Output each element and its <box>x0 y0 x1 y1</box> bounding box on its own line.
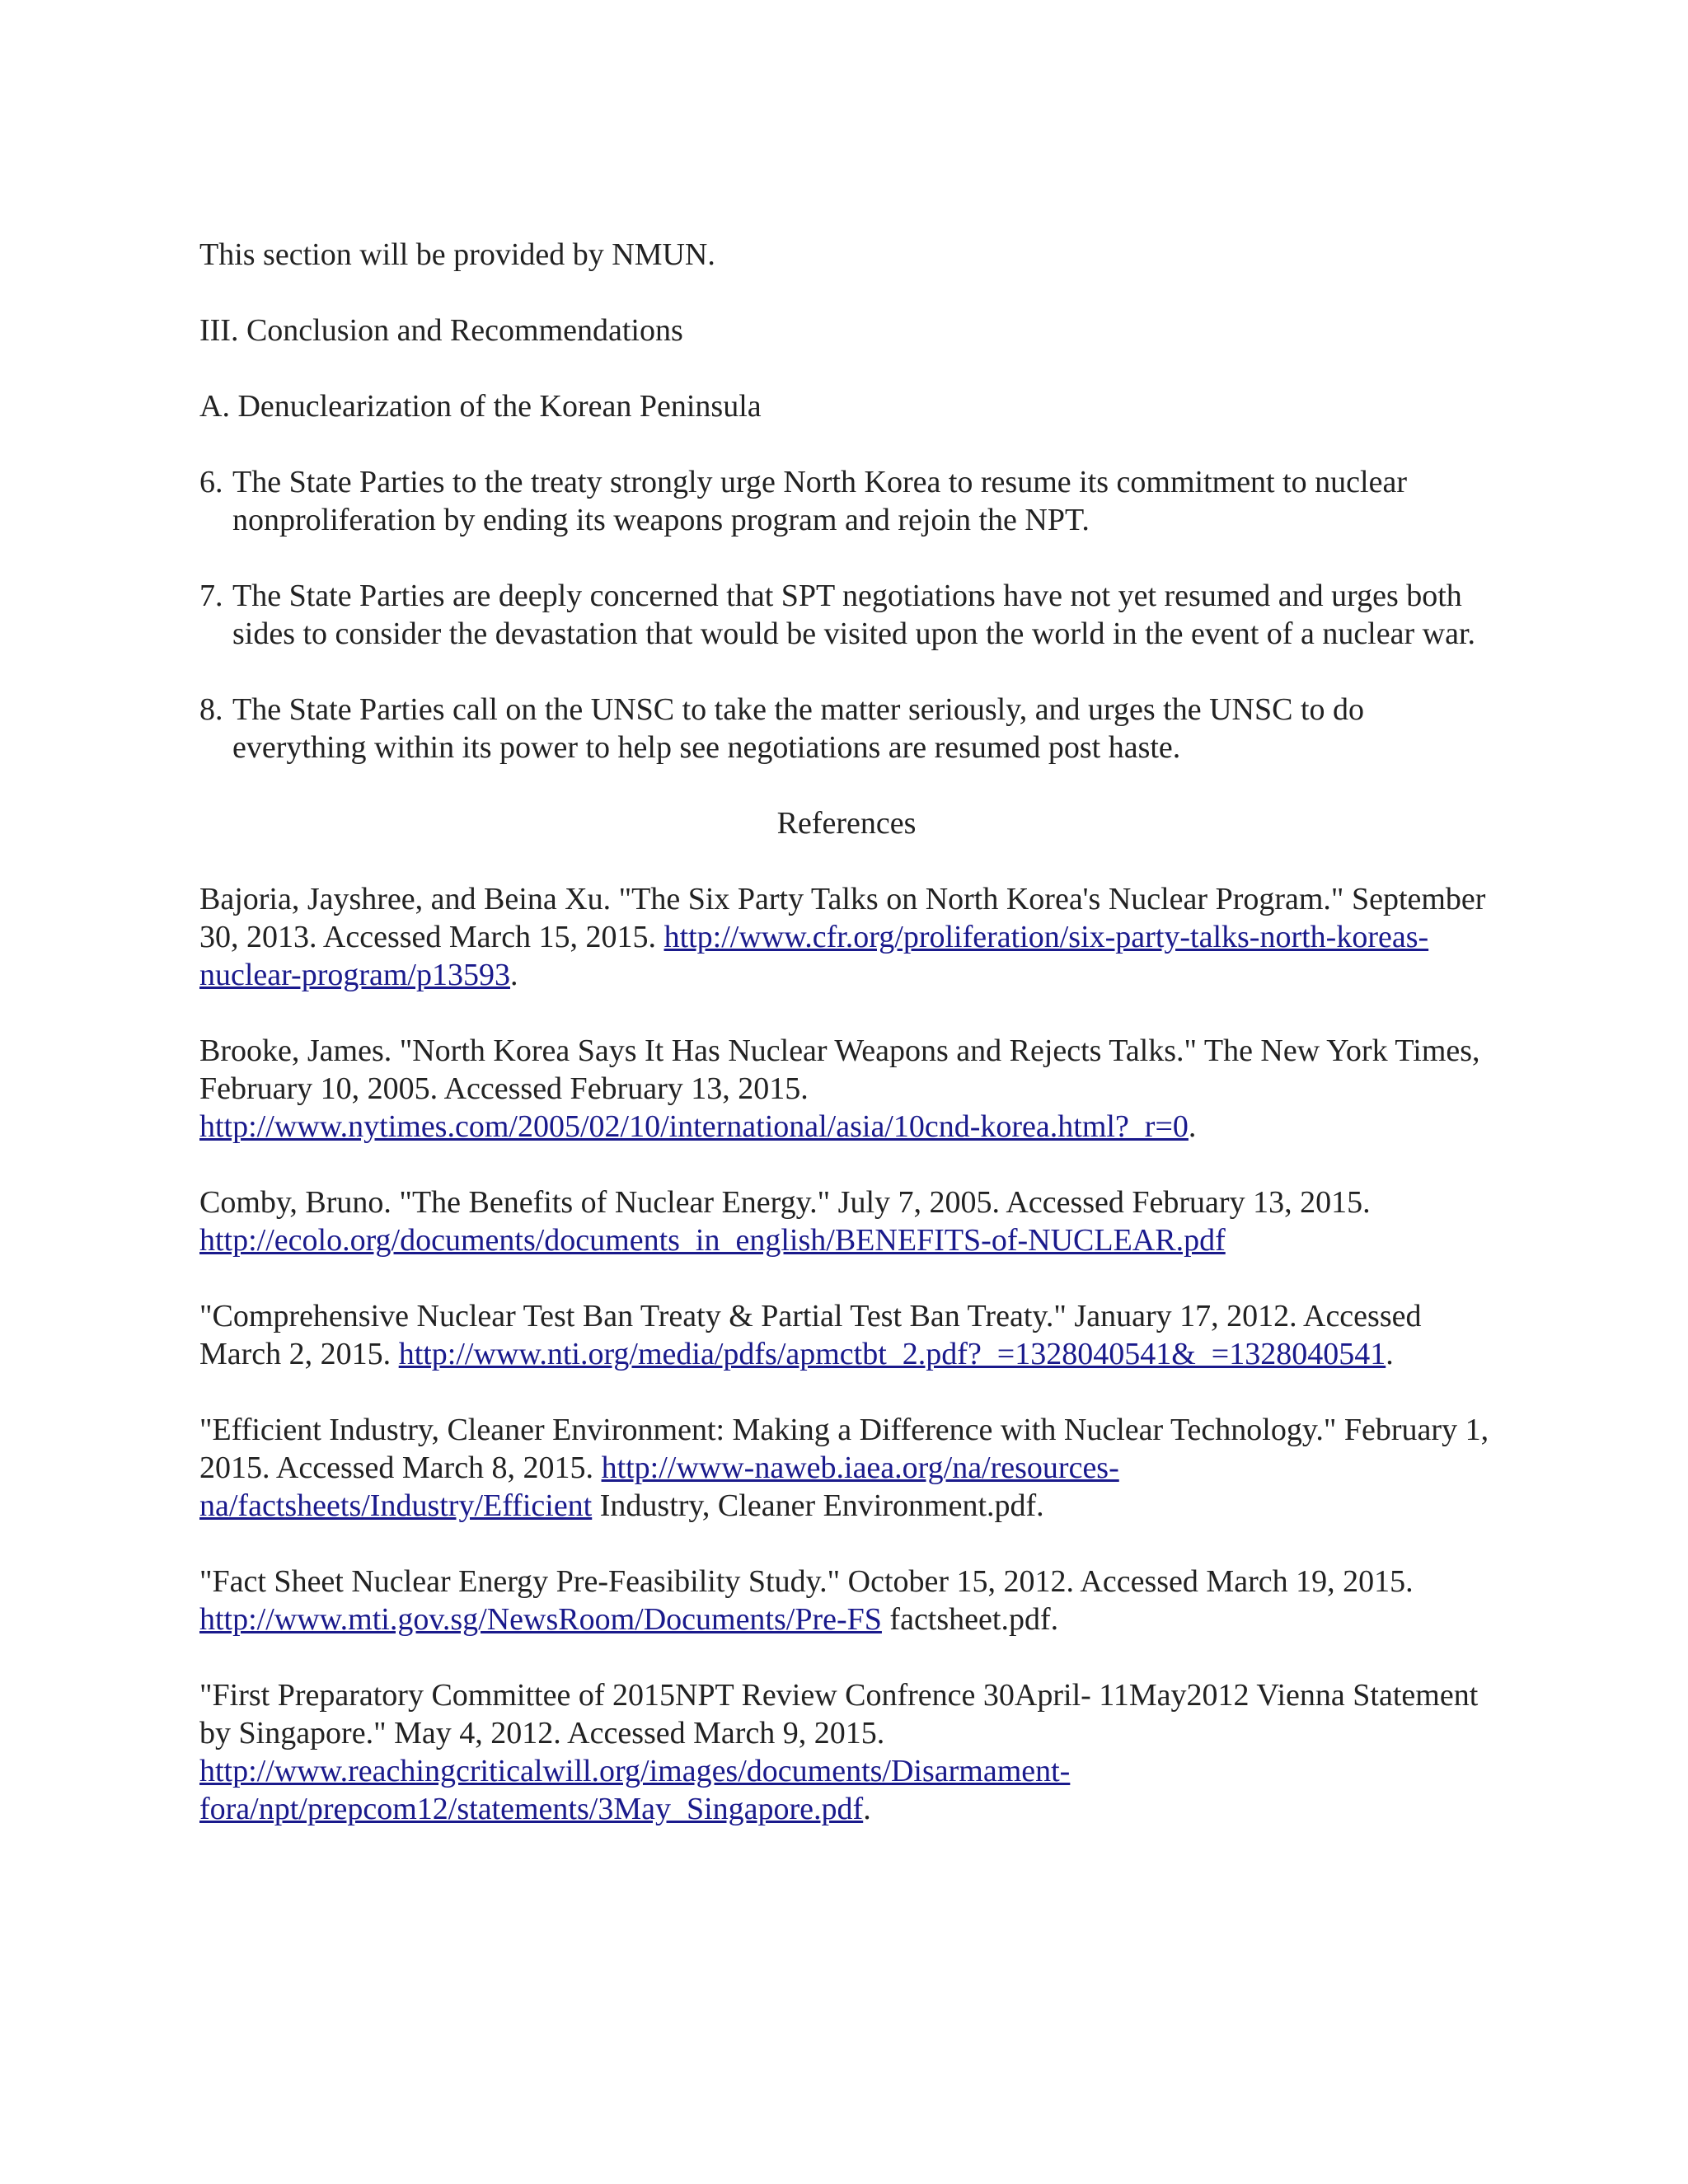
reference-entry <box>199 1032 1493 1146</box>
clause-number: 7. <box>199 579 223 613</box>
document-content <box>199 236 1493 1828</box>
clause-text: The State Parties to the treaty strongly urge North Korea to resume its commitment to nuclear nonproliferation by ending its weapons program and rejoin the NPT. <box>232 465 1407 537</box>
reference-text: Bajoria, Jayshree, and Beina Xu. "The Six Party Talks on North Korea's Nuclear Program." September 30, 2013. Accessed March 15, 2015. <box>199 882 1486 954</box>
clause-6 <box>199 463 1493 539</box>
reference-entry <box>199 880 1493 994</box>
reference-link[interactable]: http://www-naweb.iaea.org/na/resources-na/factsheets/Industry/Efficient <box>199 1451 1119 1523</box>
reference-text: Brooke, James. "North Korea Says It Has Nuclear Weapons and Rejects Talks." The New York Times, February 10, 2005. Accessed February 13, 2015. <box>199 1033 1480 1106</box>
reference-entry <box>199 1676 1493 1828</box>
reference-suffix: factsheet.pdf. <box>881 1602 1059 1637</box>
section-heading: III. Conclusion and Recommendations <box>199 313 683 348</box>
reference-link[interactable]: http://www.nti.org/media/pdfs/apmctbt_2.pdf?_=1328040541&_=1328040541 <box>398 1337 1386 1371</box>
reference-text: "Comprehensive Nuclear Test Ban Treaty & Partial Test Ban Treaty." January 17, 2012. Accessed March 2, 2015. <box>199 1299 1422 1371</box>
clause-7 <box>199 577 1493 653</box>
reference-link[interactable]: http://www.nytimes.com/2005/02/10/international/asia/10cnd-korea.html?_r=0 <box>199 1109 1189 1144</box>
reference-link[interactable]: http://www.reachingcriticalwill.org/images/documents/Disarmament-fora/npt/prepcom12/statements/3May_Singapore.pdf <box>199 1754 1071 1826</box>
reference-text: "Efficient Industry, Cleaner Environment: Making a Difference with Nuclear Technology." February 1, 2015. Accessed March 8, 2015. <box>199 1413 1489 1485</box>
reference-link[interactable]: http://ecolo.org/documents/documents_in_english/BENEFITS-of-NUCLEAR.pdf <box>199 1223 1226 1258</box>
reference-suffix: Industry, Cleaner Environment.pdf. <box>592 1488 1044 1523</box>
reference-entry <box>199 1563 1493 1638</box>
reference-link[interactable]: http://www.mti.gov.sg/NewsRoom/Documents/Pre-FS <box>199 1602 882 1637</box>
reference-entry <box>199 1183 1493 1259</box>
reference-suffix: . <box>1188 1109 1197 1144</box>
references-heading: References <box>776 806 917 841</box>
reference-text: "First Preparatory Committee of 2015NPT Review Confrence 30April- 11May2012 Vienna Statement by Singapore." May 4, 2012. Accessed March 9, 2015. <box>199 1678 1479 1750</box>
reference-entry <box>199 1297 1493 1373</box>
clause-number: 6. <box>199 465 223 499</box>
reference-text: Comby, Bruno. "The Benefits of Nuclear Energy." July 7, 2005. Accessed February 13, 2015. <box>199 1185 1371 1220</box>
reference-text: "Fact Sheet Nuclear Energy Pre-Feasibility Study." October 15, 2012. Accessed March 19, 2015. <box>199 1564 1414 1599</box>
clause-text: The State Parties call on the UNSC to take the matter seriously, and urges the UNSC to do everything within its power to help see negotiations are resumed post haste. <box>232 692 1365 765</box>
clause-number: 8. <box>199 692 223 727</box>
reference-entry <box>199 1411 1493 1525</box>
clause-8 <box>199 691 1493 766</box>
intro-text: This section will be provided by NMUN. <box>199 237 715 272</box>
reference-link[interactable]: http://www.cfr.org/proliferation/six-party-talks-north-koreas-nuclear-program/p13593 <box>199 920 1429 992</box>
clause-text: The State Parties are deeply concerned that SPT negotiations have not yet resumed and urges both sides to consider the devastation that would be visited upon the world in the event of a nuclear war. <box>232 579 1475 651</box>
reference-suffix: . <box>510 958 518 992</box>
reference-suffix: . <box>1386 1337 1394 1371</box>
subsection-heading: A. Denuclearization of the Korean Peninsula <box>199 389 762 424</box>
reference-suffix: . <box>863 1792 871 1826</box>
